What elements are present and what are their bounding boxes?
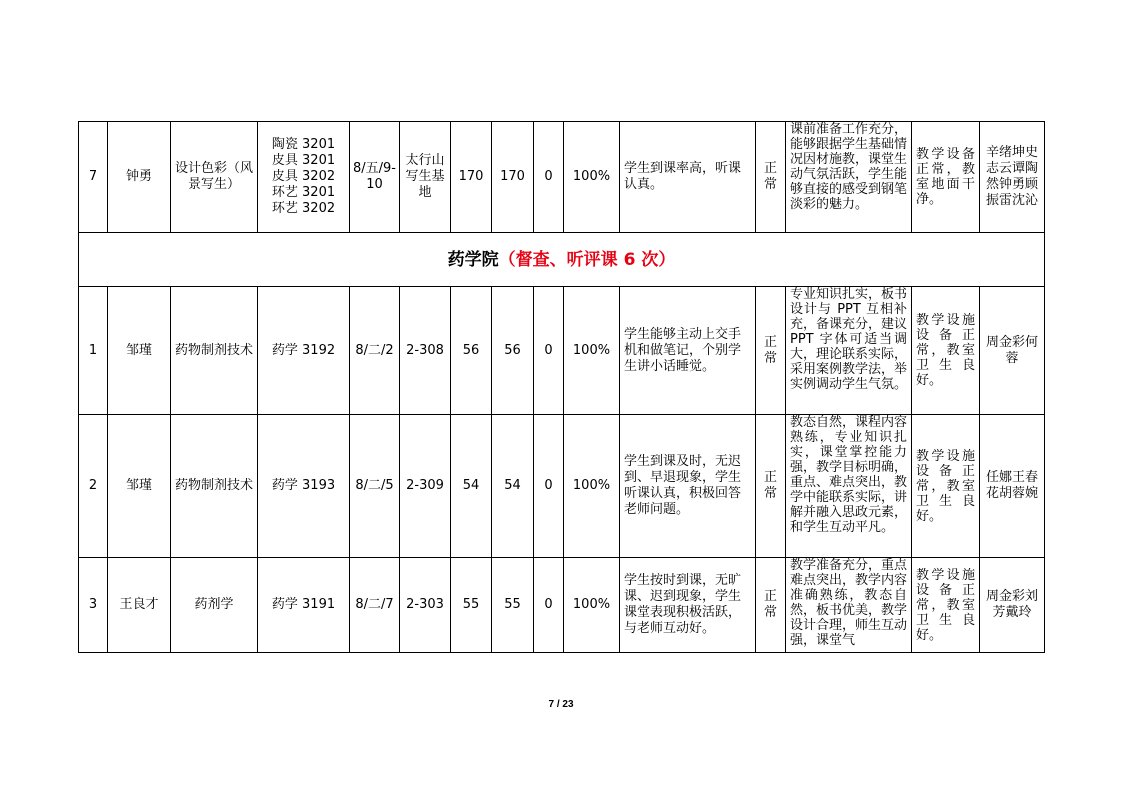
class-time: 8/二/2 bbox=[350, 287, 400, 415]
student-status: 学生按时到课，无旷课、迟到现象，学生课堂表现积极活跃，与老师互动好。 bbox=[620, 558, 756, 653]
row-number: 7 bbox=[79, 122, 108, 233]
teacher-name: 邹瑾 bbox=[108, 287, 171, 415]
class-item: 药学 3191 bbox=[271, 597, 336, 612]
actual-attend-count: 54 bbox=[492, 415, 534, 558]
student-status: 学生能够主动上交手机和做笔记，个别学生讲小话睡觉。 bbox=[620, 287, 756, 415]
attendance-rate: 100% bbox=[564, 287, 620, 415]
should-attend-count: 55 bbox=[451, 558, 492, 653]
teaching-order: 正常 bbox=[756, 415, 786, 558]
course-name: 药物制剂技术 bbox=[171, 415, 258, 558]
absent-count: 0 bbox=[534, 415, 564, 558]
attendance-rate: 100% bbox=[564, 122, 620, 233]
student-status: 学生到课及时，无迟到、早退现象，学生听课认真，积极回答老师问题。 bbox=[620, 415, 756, 558]
facility-status: 教学设施设备正常，教室卫生良好。 bbox=[912, 415, 980, 558]
class-time: 8/二/7 bbox=[350, 558, 400, 653]
absent-count: 0 bbox=[534, 122, 564, 233]
attendance-rate: 100% bbox=[564, 558, 620, 653]
teaching-evaluation: 教学准备充分，重点难点突出，教学内容准确熟练，教态自然，板书优美，教学设计合理，师生互动强，课堂气 bbox=[786, 558, 912, 653]
course-name: 药剂学 bbox=[171, 558, 258, 653]
classroom: 2-308 bbox=[400, 287, 451, 415]
should-attend-count: 170 bbox=[451, 122, 492, 233]
teaching-evaluation: 课前准备工作充分，能够跟据学生基础情况因材施教，课堂生动气氛活跃，学生能够直接的感受到钢笔淡彩的魅力。 bbox=[786, 122, 912, 233]
course-name: 设计色彩（风景写生） bbox=[171, 122, 258, 233]
table-row bbox=[79, 122, 1045, 233]
inspectors: 辛绪坤史志云谭陶然钟勇顾振雷沈沁 bbox=[980, 122, 1045, 233]
teaching-order: 正常 bbox=[756, 122, 786, 233]
page-number: 7 / 23 bbox=[548, 699, 574, 710]
inspectors: 周金彩刘芳戴玲 bbox=[980, 558, 1045, 653]
class-item: 药学 3193 bbox=[271, 478, 336, 493]
teaching-order: 正常 bbox=[756, 558, 786, 653]
student-status: 学生到课率高，听课认真。 bbox=[620, 122, 756, 233]
class-list bbox=[258, 415, 350, 558]
inspectors: 任娜王春花胡蓉婉 bbox=[980, 415, 1045, 558]
classroom: 2-303 bbox=[400, 558, 451, 653]
absent-count: 0 bbox=[534, 287, 564, 415]
class-item: 皮具 3201 bbox=[271, 153, 336, 168]
should-attend-count: 54 bbox=[451, 415, 492, 558]
facility-status: 教学设施设备正常，教室卫生良好。 bbox=[912, 287, 980, 415]
class-item: 环艺 3201 bbox=[271, 185, 336, 200]
table-row bbox=[79, 558, 1045, 653]
teacher-name: 邹瑾 bbox=[108, 415, 171, 558]
class-time: 8/五/9-10 bbox=[350, 122, 400, 233]
row-number: 3 bbox=[79, 558, 108, 653]
should-attend-count: 56 bbox=[451, 287, 492, 415]
class-list bbox=[258, 558, 350, 653]
inspectors: 周金彩何蓉 bbox=[980, 287, 1045, 415]
classroom: 2-309 bbox=[400, 415, 451, 558]
teaching-evaluation: 教态自然，课程内容熟练，专业知识扎实，课堂掌控能力强，教学目标明确，重点、难点突出，教学中能联系实际，讲解并融入思政元素，和学生互动平凡。 bbox=[786, 415, 912, 558]
teaching-order: 正常 bbox=[756, 287, 786, 415]
class-item: 药学 3192 bbox=[271, 342, 336, 358]
teaching-evaluation: 专业知识扎实，板书设计与 PPT 互相补充，备课充分，建议 PPT 字体可适当调大，理论联系实际，采用案例教学法，举实例调动学生气氛。 bbox=[786, 287, 912, 415]
facility-status: 教学设备正常，教室地面干净。 bbox=[912, 122, 980, 233]
actual-attend-count: 56 bbox=[492, 287, 534, 415]
table-row bbox=[79, 415, 1045, 558]
course-name: 药物制剂技术 bbox=[171, 287, 258, 415]
class-item: 环艺 3202 bbox=[271, 201, 336, 216]
section-header-row bbox=[79, 233, 1045, 287]
attendance-rate: 100% bbox=[564, 415, 620, 558]
row-number: 1 bbox=[79, 287, 108, 415]
section-name: 药学院 bbox=[447, 249, 499, 270]
section-header bbox=[79, 233, 1045, 287]
actual-attend-count: 55 bbox=[492, 558, 534, 653]
class-list bbox=[258, 287, 350, 415]
class-time: 8/二/5 bbox=[350, 415, 400, 558]
teacher-name: 钟勇 bbox=[108, 122, 171, 233]
row-number: 2 bbox=[79, 415, 108, 558]
teacher-name: 王良才 bbox=[108, 558, 171, 653]
class-item: 陶瓷 3201 bbox=[271, 137, 336, 152]
inspection-table bbox=[78, 121, 1045, 653]
actual-attend-count: 170 bbox=[492, 122, 534, 233]
section-remark: （督查、听评课 6 次） bbox=[498, 249, 676, 270]
class-item: 皮具 3202 bbox=[271, 169, 336, 184]
facility-status: 教学设施设备正常，教室卫生良好。 bbox=[912, 558, 980, 653]
absent-count: 0 bbox=[534, 558, 564, 653]
table-row bbox=[79, 287, 1045, 415]
class-list bbox=[258, 122, 350, 233]
classroom: 太行山写生基地 bbox=[400, 122, 451, 233]
